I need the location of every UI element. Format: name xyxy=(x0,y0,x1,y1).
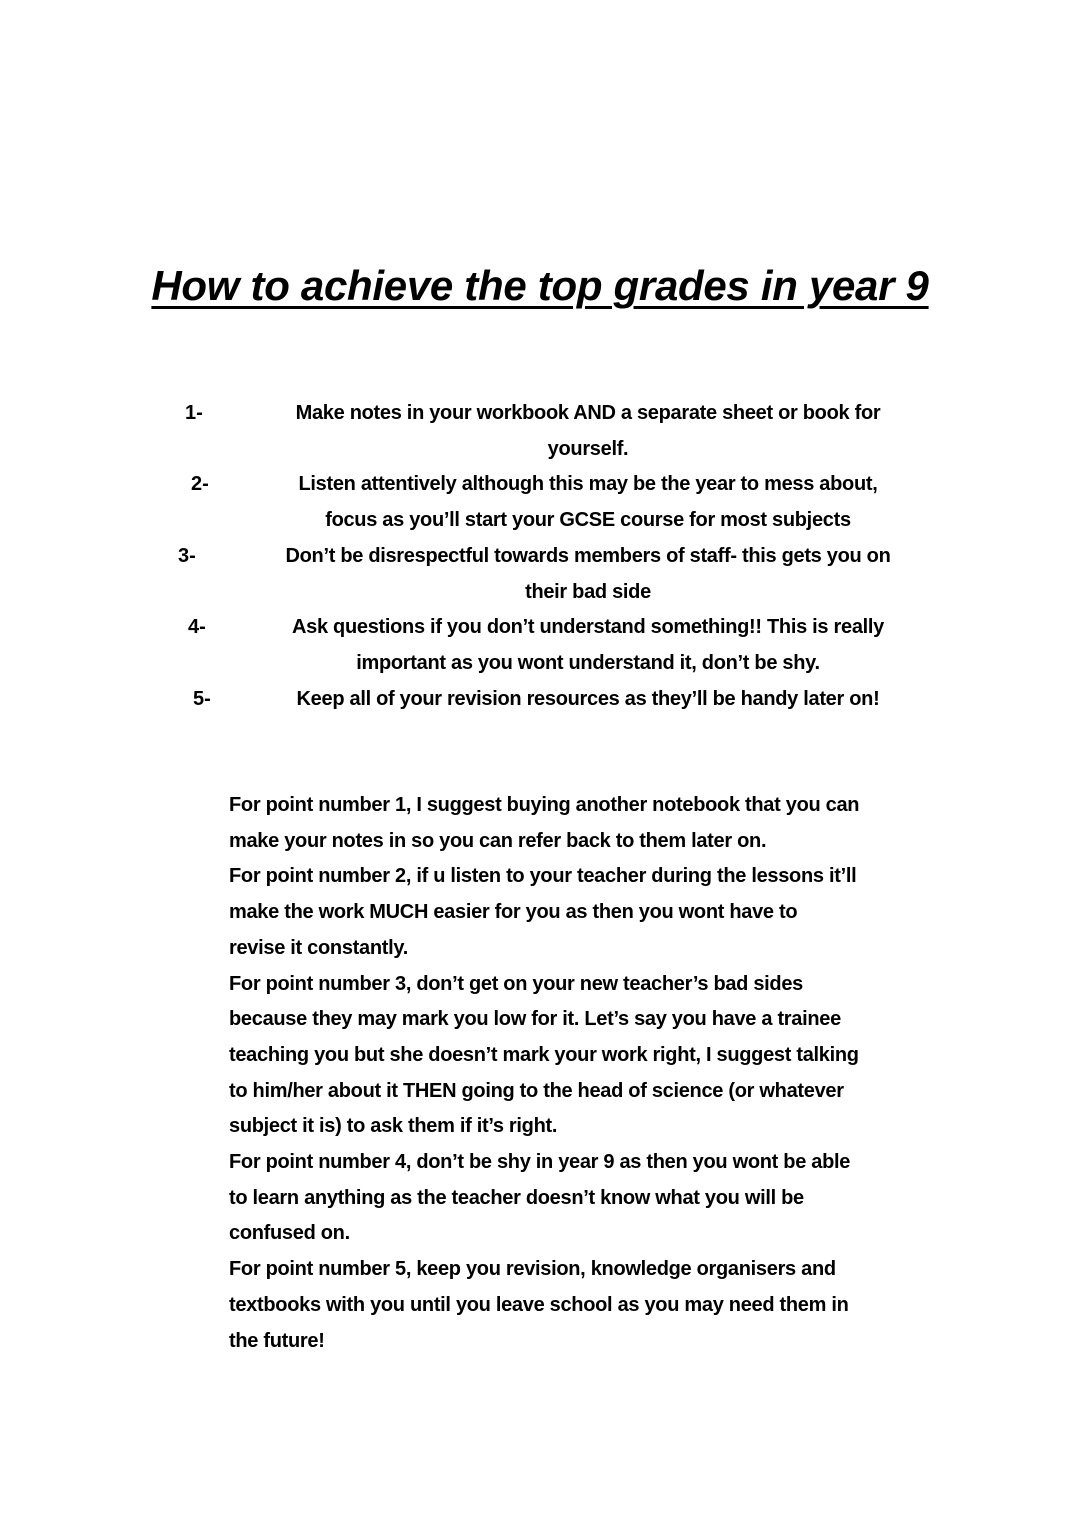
list-text: Ask questions if you don’t understand something!! This is really xyxy=(292,616,884,639)
paragraph-line: teaching you but she doesn’t mark your work right, I suggest talking xyxy=(229,1043,859,1066)
paragraph-line: make your notes in so you can refer back to them later on. xyxy=(229,829,767,852)
list-number: 3- xyxy=(178,544,196,567)
list-item xyxy=(0,682,1080,718)
paragraph-line: For point number 2, if u listen to your teacher during the lessons it’ll xyxy=(229,865,857,888)
list-number: 4- xyxy=(188,616,206,639)
list-text: yourself. xyxy=(547,437,629,460)
list-number: 2- xyxy=(191,473,209,496)
paragraph-line: For point number 5, keep you revision, knowledge organisers and xyxy=(229,1258,836,1281)
list-text: focus as you’ll start your GCSE course for most subjects xyxy=(325,509,851,532)
paragraph-line: to learn anything as the teacher doesn’t know what you will be xyxy=(229,1186,804,1209)
paragraph-line: revise it constantly. xyxy=(229,936,408,959)
paragraph-line: to him/her about it THEN going to the head of science (or whatever xyxy=(229,1079,844,1102)
paragraph-line: confused on. xyxy=(229,1222,350,1245)
list-number: 5- xyxy=(193,687,211,710)
list-item xyxy=(0,610,1080,681)
paragraph-line: subject it is) to ask them if it’s right. xyxy=(229,1115,558,1138)
list-text: Don’t be disrespectful towards members of staff- this gets you on xyxy=(285,544,891,567)
page-title: How to achieve the top grades in year 9 xyxy=(151,262,929,309)
list-item xyxy=(0,539,1080,610)
paragraph-line: the future! xyxy=(229,1329,325,1352)
paragraph-line: For point number 4, don’t be shy in year 9 as then you wont be able xyxy=(229,1151,851,1174)
paragraph-line: For point number 3, don’t get on your new teacher’s bad sides xyxy=(229,972,803,995)
list-text: Make notes in your workbook AND a separate sheet or book for xyxy=(295,402,881,424)
list-text: Listen attentively although this may be the year to mess about, xyxy=(298,473,878,496)
list-item xyxy=(0,396,1080,467)
paragraph-line: textbooks with you until you leave school as you may need them in xyxy=(229,1293,849,1316)
list-text: their bad side xyxy=(525,580,651,603)
paragraph-line: make the work MUCH easier for you as then you wont have to xyxy=(229,901,798,924)
list-text: important as you wont understand it, don’t be shy. xyxy=(356,651,820,674)
list-item xyxy=(0,467,1080,538)
list-text: Keep all of your revision resources as they’ll be handy later on! xyxy=(296,687,880,710)
list-number: 1- xyxy=(185,402,203,424)
tips-list xyxy=(0,396,1080,717)
paragraph-line: For point number 1, I suggest buying another notebook that you can xyxy=(229,794,860,816)
paragraph-line: because they may mark you low for it. Let’s say you have a trainee xyxy=(229,1008,841,1031)
explanation-paragraph xyxy=(229,788,859,1359)
